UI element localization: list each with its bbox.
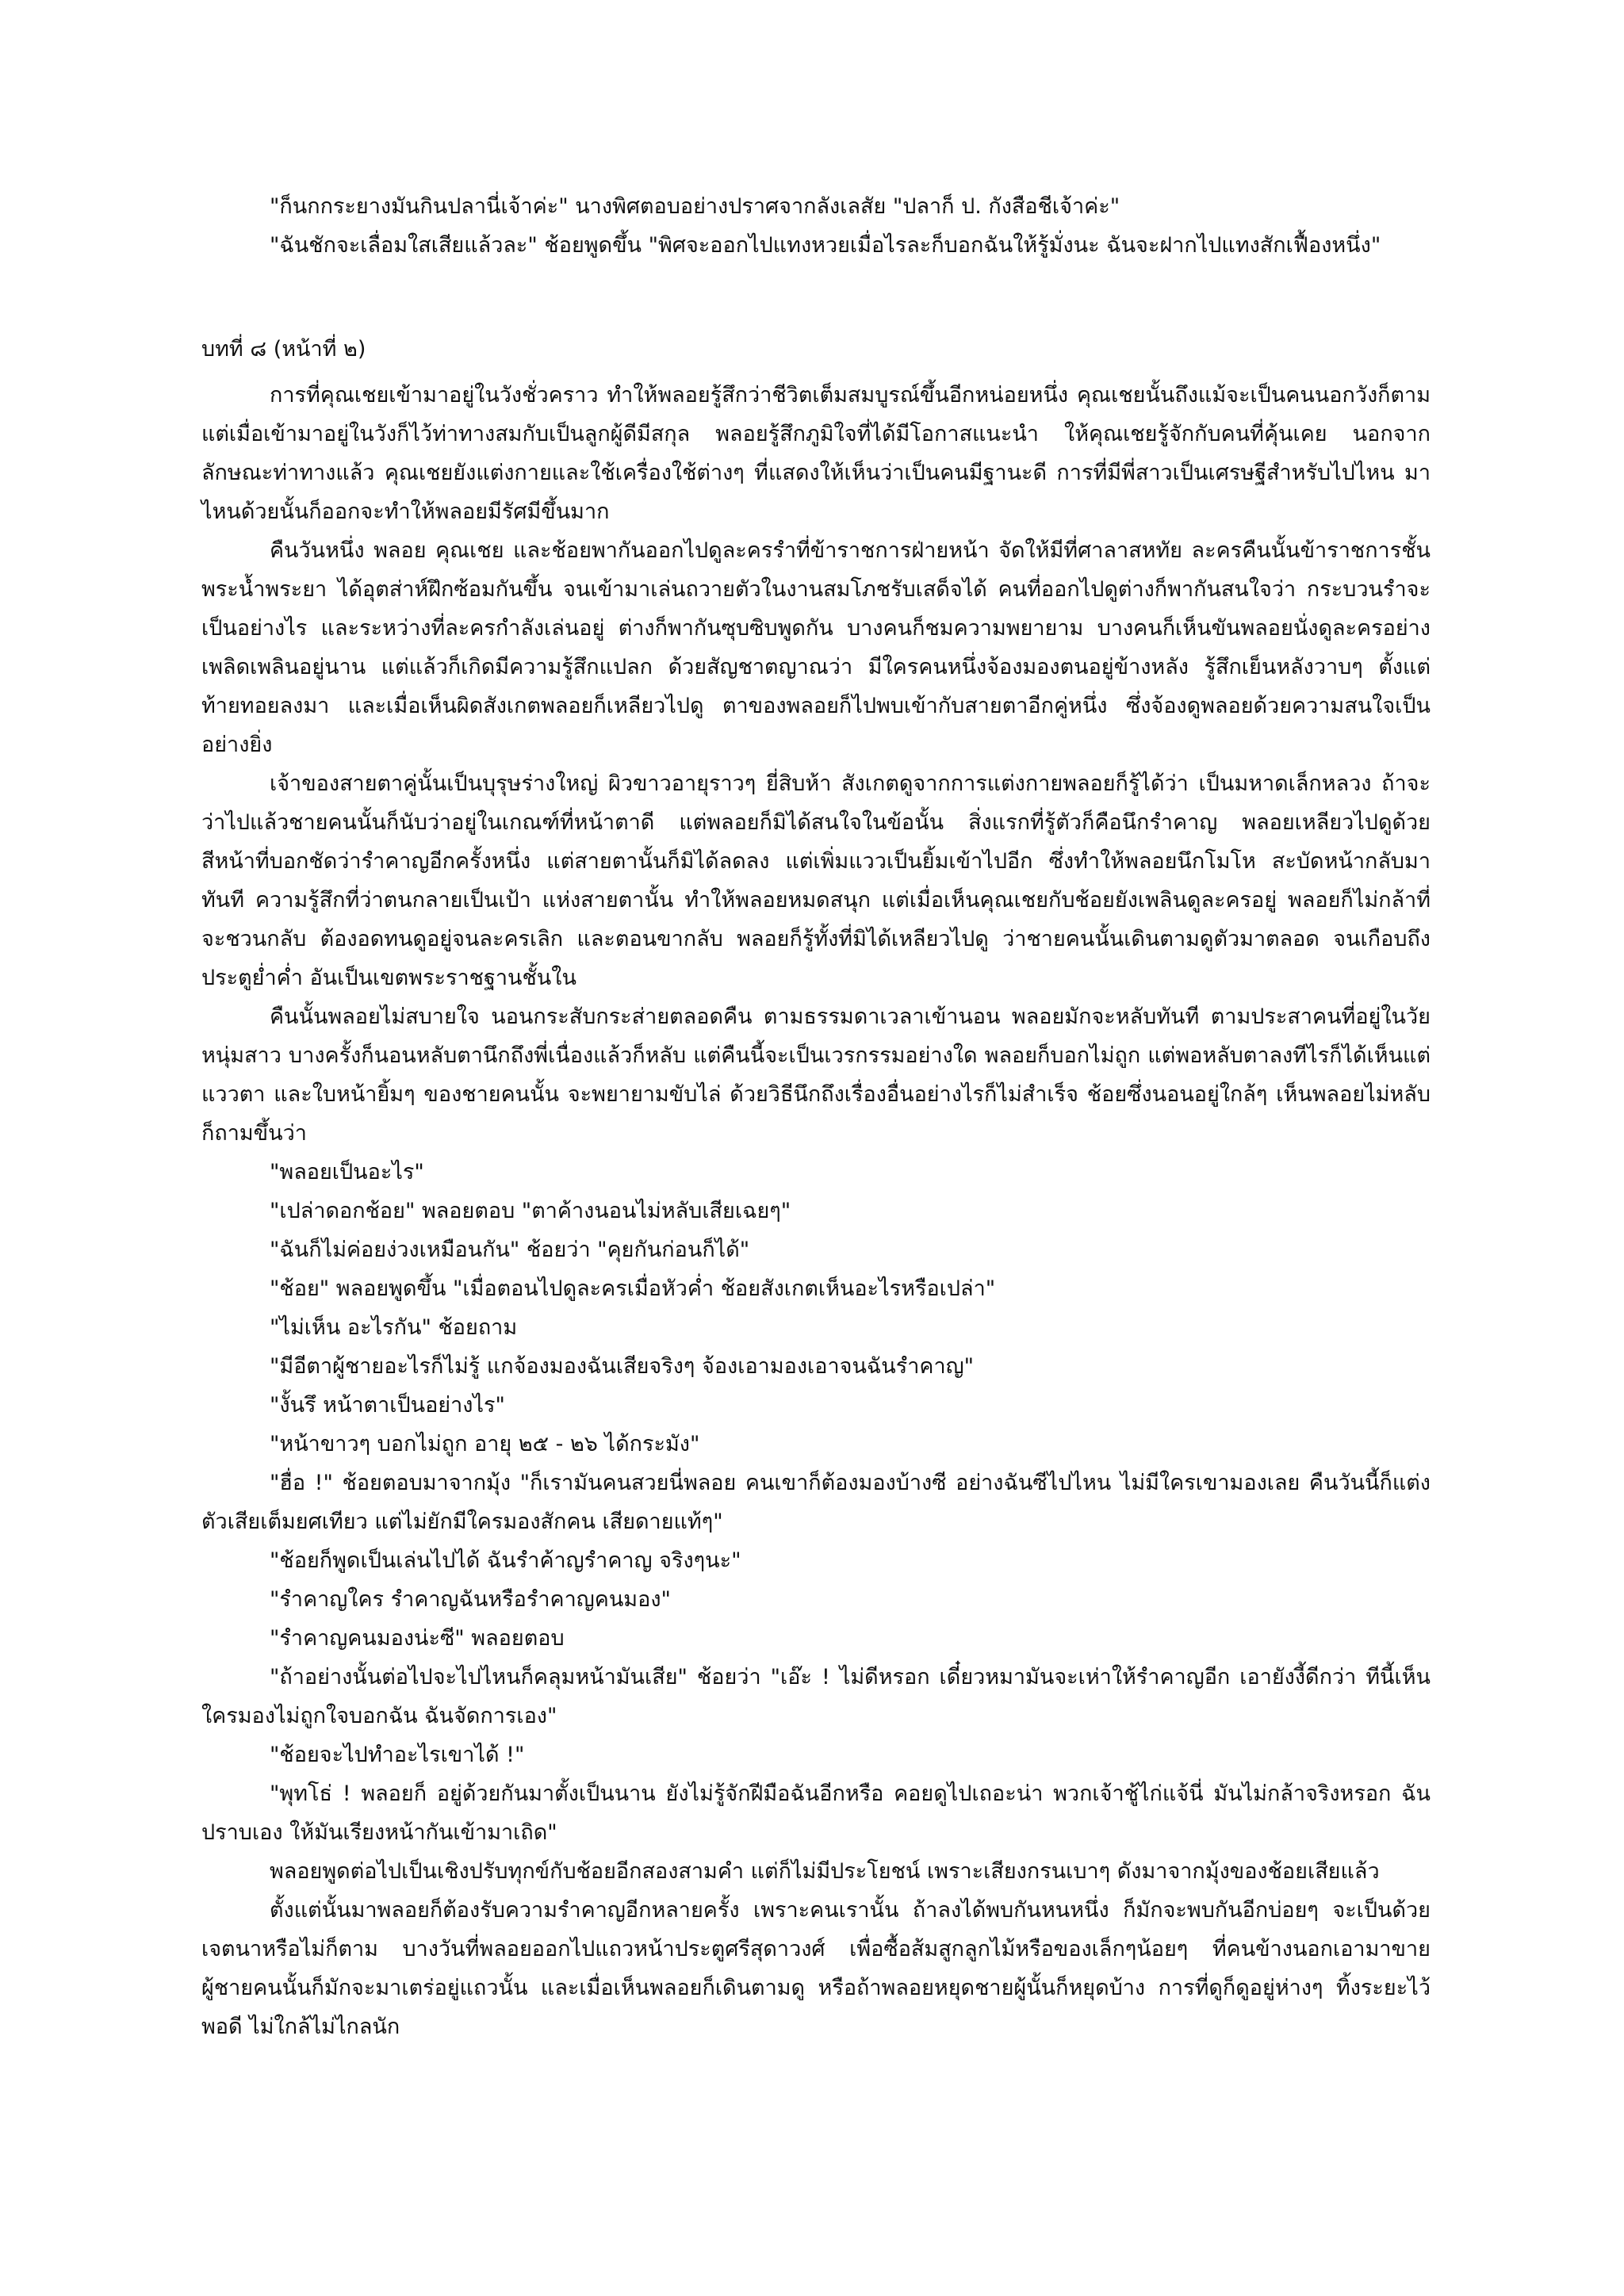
dialogue-line: "ช้อยก็พูดเป็นเล่นไปได้ ฉันรำค้าญรำคาญ จริงๆนะ" xyxy=(270,1548,741,1573)
dialogue-line: "งั้นรึ หน้าตาเป็นอย่างไร" xyxy=(270,1393,505,1418)
body-paragraph: พลอยพูดต่อไปเป็นเชิงปรับทุกข์กับช้อยอีกสองสามคำ แต่ก็ไม่มีประโยชน์ เพราะเสียงกรนเบาๆ ดังมาจากมุ้งของช้อยเสียแล้ว xyxy=(270,1859,1380,1884)
dialogue-line: "รำคาญคนมองน่ะซี" พลอยตอบ xyxy=(270,1626,565,1651)
intro-paragraph: "ฉันชักจะเลื่อมใสเสียแล้วละ" ช้อยพูดขึ้น "พิศจะออกไปแทงหวยเมื่อไรละก็บอกฉันให้รู้มั่งนะ ฉันจะฝากไปแทงสักเฟื้องหนึ่ง" xyxy=(270,233,1381,258)
intro-paragraph: "ก็นกกระยางมันกินปลานี่เจ้าค่ะ" นางพิศตอบอย่างปราศจากลังเลสัย "ปลาก็ ป. กังสือชีเจ้าค่ะ" xyxy=(270,194,1120,219)
dialogue-line: "พลอยเป็นอะไร" xyxy=(270,1160,424,1184)
body-paragraph: คืนวันหนึ่ง พลอย คุณเชย และช้อยพากันออกไปดูละครรำที่ข้าราชการฝ่ายหน้า จัดให้มีที่ศาลาสหทัย ละครคืนนั้นข้าราชการชั้นพระน้ำพระยา ได้อุตส่าห์ฝึกซ้อมกันขึ้น จนเข้ามาเล่นถวายตัวในงานสมโภชรับเสด็จได้ คนที่ออกไปดูต่างก็พากันสนใจว่า กระบวนรำจะเป็นอย่างไร และระหว่างที่ละครกำลังเล่นอยู่ ต่างก็พากันซุบซิบพูดกัน บางคนก็ชมความพยายาม บางคนก็เห็นขันพลอยนั่งดูละครอย่างเพลิดเพลินอยู่นาน แต่แล้วก็เกิดมีความรู้สึกแปลก ด้วยสัญชาตญาณว่า มีใครคนหนึ่งจ้องมองตนอยู่ข้างหลัง รู้สึกเย็นหลังวาบๆ ตั้งแต่ท้ายทอยลงมา และเมื่อเห็นผิดสังเกตพลอยก็เหลียวไปดู ตาของพลอยก็ไปพบเข้ากับสายตาอีกคู่หนึ่ง ซึ่งจ้องดูพลอยด้วยความสนใจเป็นอย่างยิ่ง xyxy=(201,538,1431,757)
dialogue-line: "ช้อยจะไปทำอะไรเขาได้ !" xyxy=(270,1743,525,1767)
body-paragraph: "ถ้าอย่างนั้นต่อไปจะไปไหนก็คลุมหน้ามันเสีย" ช้อยว่า "เอ๊ะ ! ไม่ดีหรอก เดี๋ยวหมามันจะเห่าให้รำคาญอีก เอายังงี้ดีกว่า ทีนี้เห็นใครมองไม่ถูกใจบอกฉัน ฉันจัดการเอง" xyxy=(201,1665,1431,1728)
body-paragraph: เจ้าของสายตาคู่นั้นเป็นบุรุษร่างใหญ่ ผิวขาวอายุราวๆ ยี่สิบห้า สังเกตดูจากการแต่งกายพลอยก็รู้ได้ว่า เป็นมหาดเล็กหลวง ถ้าจะว่าไปแล้วชายคนนั้นก็นับว่าอยู่ในเกณฑ์ที่หน้าตาดี แต่พลอยก็มิได้สนใจในข้อนั้น สิ่งแรกที่รู้ตัวก็คือนึกรำคาญ พลอยเหลียวไปดูด้วยสีหน้าที่บอกชัดว่ารำคาญอีกครั้งหนึ่ง แต่สายตานั้นก็มิได้ลดลง แต่เพิ่มแววเป็นยิ้มเข้าไปอีก ซึ่งทำให้พลอยนึกโมโห สะบัดหน้ากลับมาทันที ความรู้สึกที่ว่าตนกลายเป็นเป้า แห่งสายตานั้น ทำให้พลอยหมดสนุก แต่เมื่อเห็นคุณเชยกับช้อยยังเพลินดูละครอยู่ พลอยก็ไม่กล้าที่จะชวนกลับ ต้องอดทนดูอยู่จนละครเลิก และตอนขากลับ พลอยก็รู้ทั้งที่มิได้เหลียวไปดู ว่าชายคนนั้นเดินตามดูตัวมาตลอด จนเกือบถึงประตูย่ำค่ำ อันเป็นเขตพระราชฐานชั้นใน xyxy=(201,771,1431,990)
dialogue-line: "มีอีตาผู้ชายอะไรก็ไม่รู้ แกจ้องมองฉันเสียจริงๆ จ้องเอามองเอาจนฉันรำคาญ" xyxy=(270,1354,975,1379)
dialogue-line: "หน้าขาวๆ บอกไม่ถูก อายุ ๒๕ - ๒๖ ได้กระมัง" xyxy=(270,1432,700,1456)
chapter-body xyxy=(201,376,1431,2046)
body-paragraph: คืนนั้นพลอยไม่สบายใจ นอนกระสับกระส่ายตลอดคืน ตามธรรมดาเวลาเข้านอน พลอยมักจะหลับทันที ตามประสาคนที่อยู่ในวัยหนุ่มสาว บางครั้งก็นอนหลับตานึกถึงพี่เนื่องแล้วก็หลับ แต่คืนนี้จะเป็นเวรกรรมอย่างใด พลอยก็บอกไม่ถูก แต่พอหลับตาลงทีไรก็ได้เห็นแต่แววตา และใบหน้ายิ้มๆ ของชายคนนั้น จะพยายามขับไล่ ด้วยวิธีนึกถึงเรื่องอื่นอย่างไรก็ไม่สำเร็จ ช้อยซึ่งนอนอยู่ใกล้ๆ เห็นพลอยไม่หลับก็ถามขึ้นว่า xyxy=(201,1004,1431,1146)
body-paragraph: ตั้งแต่นั้นมาพลอยก็ต้องรับความรำคาญอีกหลายครั้ง เพราะคนเรานั้น ถ้าลงได้พบกันหนหนึ่ง ก็มักจะพบกันอีกบ่อยๆ จะเป็นด้วยเจตนาหรือไม่ก็ตาม บางวันที่พลอยออกไปแถวหน้าประตูศรีสุดาวงศ์ เพื่อซื้อส้มสูกลูกไม้หรือของเล็กๆน้อยๆ ที่คนข้างนอกเอามาขาย ผู้ชายคนนั้นก็มักจะมาเตร่อยู่แถวนั้น และเมื่อเห็นพลอยก็เดินตามดู หรือถ้าพลอยหยุดชายผู้นั้นก็หยุดบ้าง การที่ดูก็ดูอยู่ห่างๆ ทิ้งระยะไว้พอดี ไม่ใกล้ไม่ไกลนัก xyxy=(201,1898,1431,2039)
dialogue-line: "ไม่เห็น อะไรกัน" ช้อยถาม xyxy=(270,1315,518,1340)
dialogue-line: "ฉันก็ไม่ค่อยง่วงเหมือนกัน" ช้อยว่า "คุยกันก่อนก็ได้" xyxy=(270,1238,750,1262)
chapter-heading: บทที่ ๘ (หน้าที่ ๒) xyxy=(201,337,366,362)
dialogue-line: "รำคาญใคร รำคาญฉันหรือรำคาญคนมอง" xyxy=(270,1587,671,1612)
dialogue-line: "เปล่าดอกช้อย" พลอยตอบ "ตาค้างนอนไม่หลับเสียเฉยๆ" xyxy=(270,1199,791,1223)
intro-section xyxy=(201,187,1431,265)
body-paragraph: การที่คุณเชยเข้ามาอยู่ในวังชั่วคราว ทำให้พลอยรู้สึกว่าชีวิตเต็มสมบูรณ์ขึ้นอีกหน่อยหนึ่ง คุณเชยนั้นถึงแม้จะเป็นคนนอกวังก็ตาม แต่เมื่อเข้ามาอยู่ในวังก็ไว้ท่าทางสมกับเป็นลูกผู้ดีมีสกุล พลอยรู้สึกภูมิใจที่ได้มีโอกาสแนะนำ ให้คุณเชยรู้จักกับคนที่คุ้นเคย นอกจากลักษณะท่าทางแล้ว คุณเชยยังแต่งกายและใช้เครื่องใช้ต่างๆ ที่แสดงให้เห็นว่าเป็นคนมีฐานะดี การที่มีพี่สาวเป็นเศรษฐีสำหรับไปไหน มาไหนด้วยนั้นก็ออกจะทำให้พลอยมีรัศมีขึ้นมาก xyxy=(201,383,1431,524)
dialogue-line: "ช้อย" พลอยพูดขึ้น "เมื่อตอนไปดูละครเมื่อหัวค่ำ ช้อยสังเกตเห็นอะไรหรือเปล่า" xyxy=(270,1276,996,1301)
body-paragraph: "ฮื่อ !" ช้อยตอบมาจากมุ้ง "ก็เรามันคนสวยนี่พลอย คนเขาก็ต้องมองบ้างซี อย่างฉันซีไปไหน ไม่มีใครเขามองเลย คืนวันนี้ก็แต่งตัวเสียเต็มยศเทียว แต่ไม่ยักมีใครมองสักคน เสียดายแท้ๆ" xyxy=(201,1471,1431,1534)
body-paragraph: "พุทโธ่ ! พลอยก็ อยู่ด้วยกันมาตั้งเป็นนาน ยังไม่รู้จักฝีมือฉันอีกหรือ คอยดูไปเถอะน่า พวกเจ้าชู้ไก่แจ้นี่ มันไม่กล้าจริงหรอก ฉันปราบเอง ให้มันเรียงหน้ากันเข้ามาเถิด" xyxy=(201,1781,1431,1845)
